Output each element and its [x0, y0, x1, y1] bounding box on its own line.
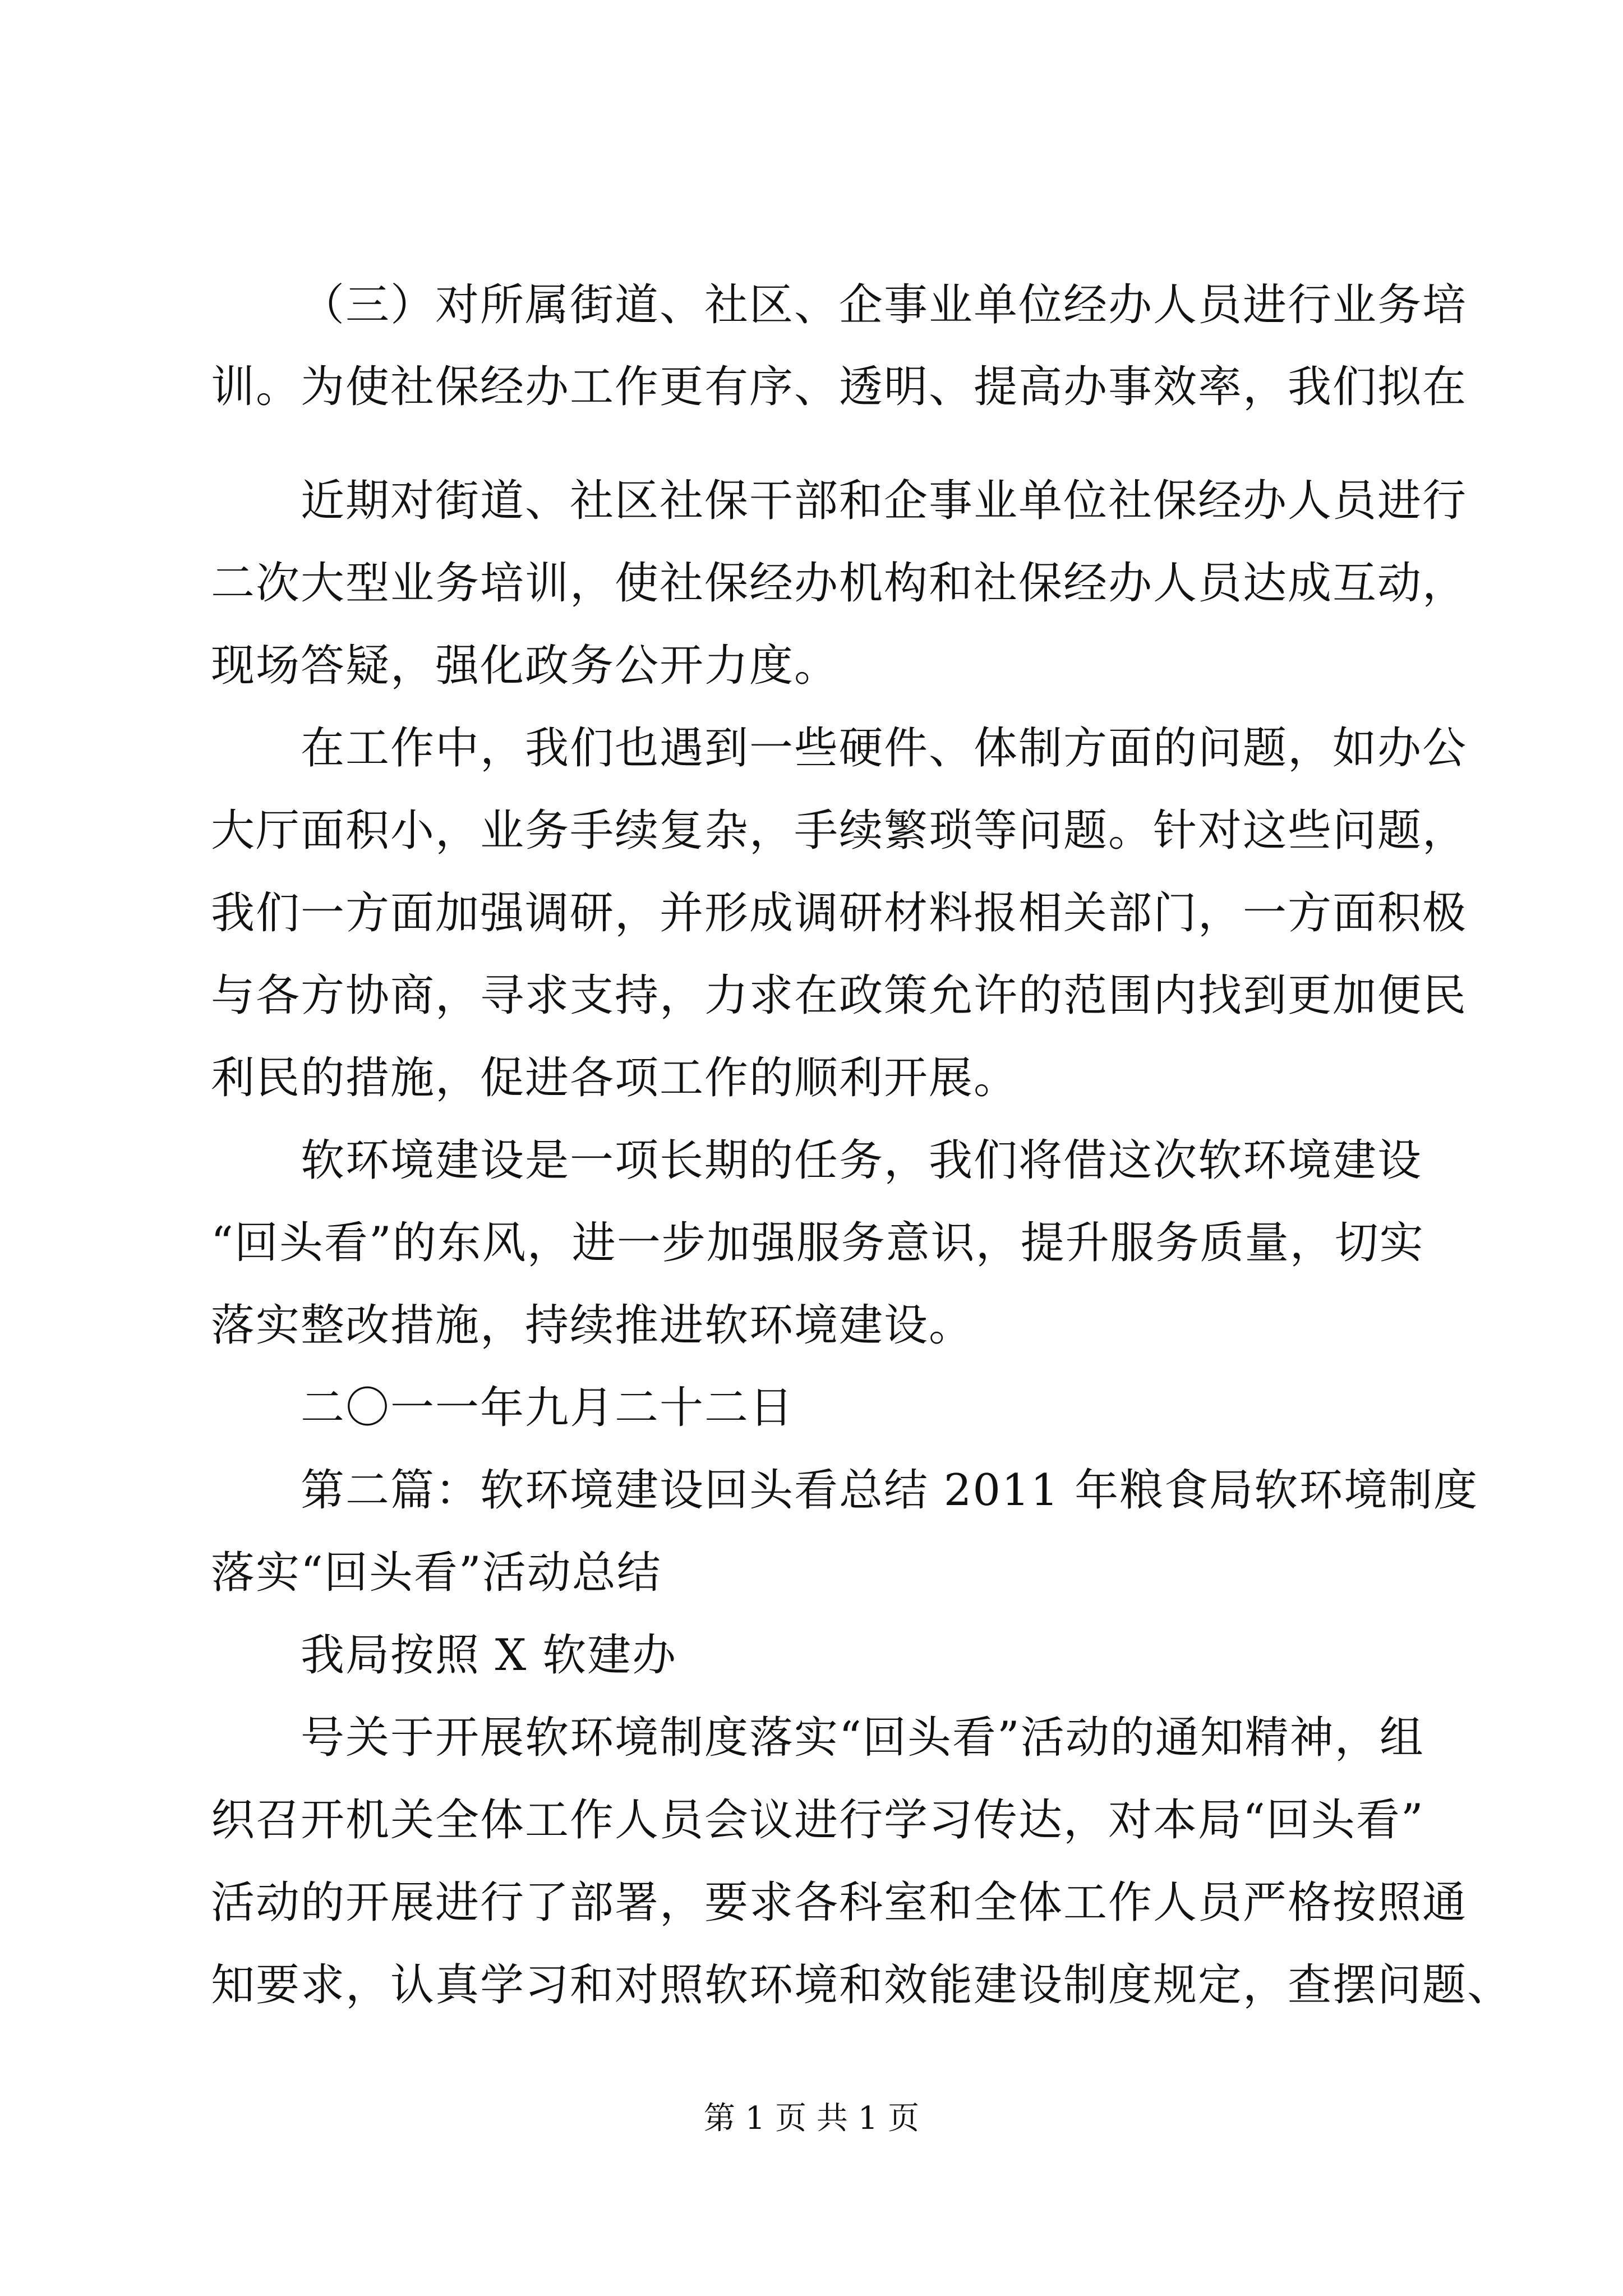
paragraph-line: “回头看”的东风，进一步加强服务意识，提升服务质量，切实 [211, 1218, 1424, 1268]
paragraph-line: 软环境建设是一项长期的任务，我们将借这次软环境建设 [301, 1135, 1423, 1186]
paragraph-line: 现场答疑，强化政务公开力度。 [211, 641, 840, 691]
paragraph-line: 训。为使社保经办工作更有序、透明、提高办事效率，我们拟在 [211, 362, 1468, 412]
paragraph-line: 二次大型业务培训，使社保经办机构和社保经办人员达成互动， [211, 558, 1468, 609]
paragraph-line: 在工作中，我们也遇到一些硬件、体制方面的问题，如办公 [301, 723, 1468, 774]
date-line: 二〇一一年九月二十二日 [301, 1383, 795, 1433]
paragraph-line: 我局按照 X 软建办 [301, 1630, 677, 1681]
paragraph-line: 活动的开展进行了部署，要求各科室和全体工作人员严格按照通 [211, 1878, 1468, 1928]
paragraph-line: 织召开机关全体工作人员会议进行学习传达，对本局“回头看” [211, 1795, 1424, 1846]
paragraph-line: 我们一方面加强调研，并形成调研材料报相关部门，一方面积极 [211, 888, 1468, 938]
paragraph-line: 近期对街道、社区社保干部和企事业单位社保经办人员进行 [301, 476, 1468, 526]
page-number-footer: 第 1 页 共 1 页 [703, 2100, 920, 2137]
paragraph-line: 利民的措施，促进各项工作的顺利开展。 [211, 1053, 1019, 1103]
section-title: 落实“回头看”活动总结 [211, 1548, 662, 1598]
paragraph-line: 大厅面积小，业务手续复杂，手续繁琐等问题。针对这些问题， [211, 806, 1468, 856]
paragraph-line: 知要求，认真学习和对照软环境和效能建设制度规定，查摆问题、 [211, 1960, 1513, 2010]
section-title: 第二篇：软环境建设回头看总结 2011 年粮食局软环境制度 [301, 1465, 1479, 1516]
paragraph-line: （三）对所属街道、社区、企事业单位经办人员进行业务培 [301, 280, 1468, 330]
paragraph-line: 与各方协商，寻求支持，力求在政策允许的范围内找到更加便民 [211, 970, 1468, 1021]
paragraph-line: 落实整改措施，持续推进软环境建设。 [211, 1300, 974, 1351]
paragraph-line: 号关于开展软环境制度落实“回头看”活动的通知精神，组 [301, 1713, 1424, 1763]
